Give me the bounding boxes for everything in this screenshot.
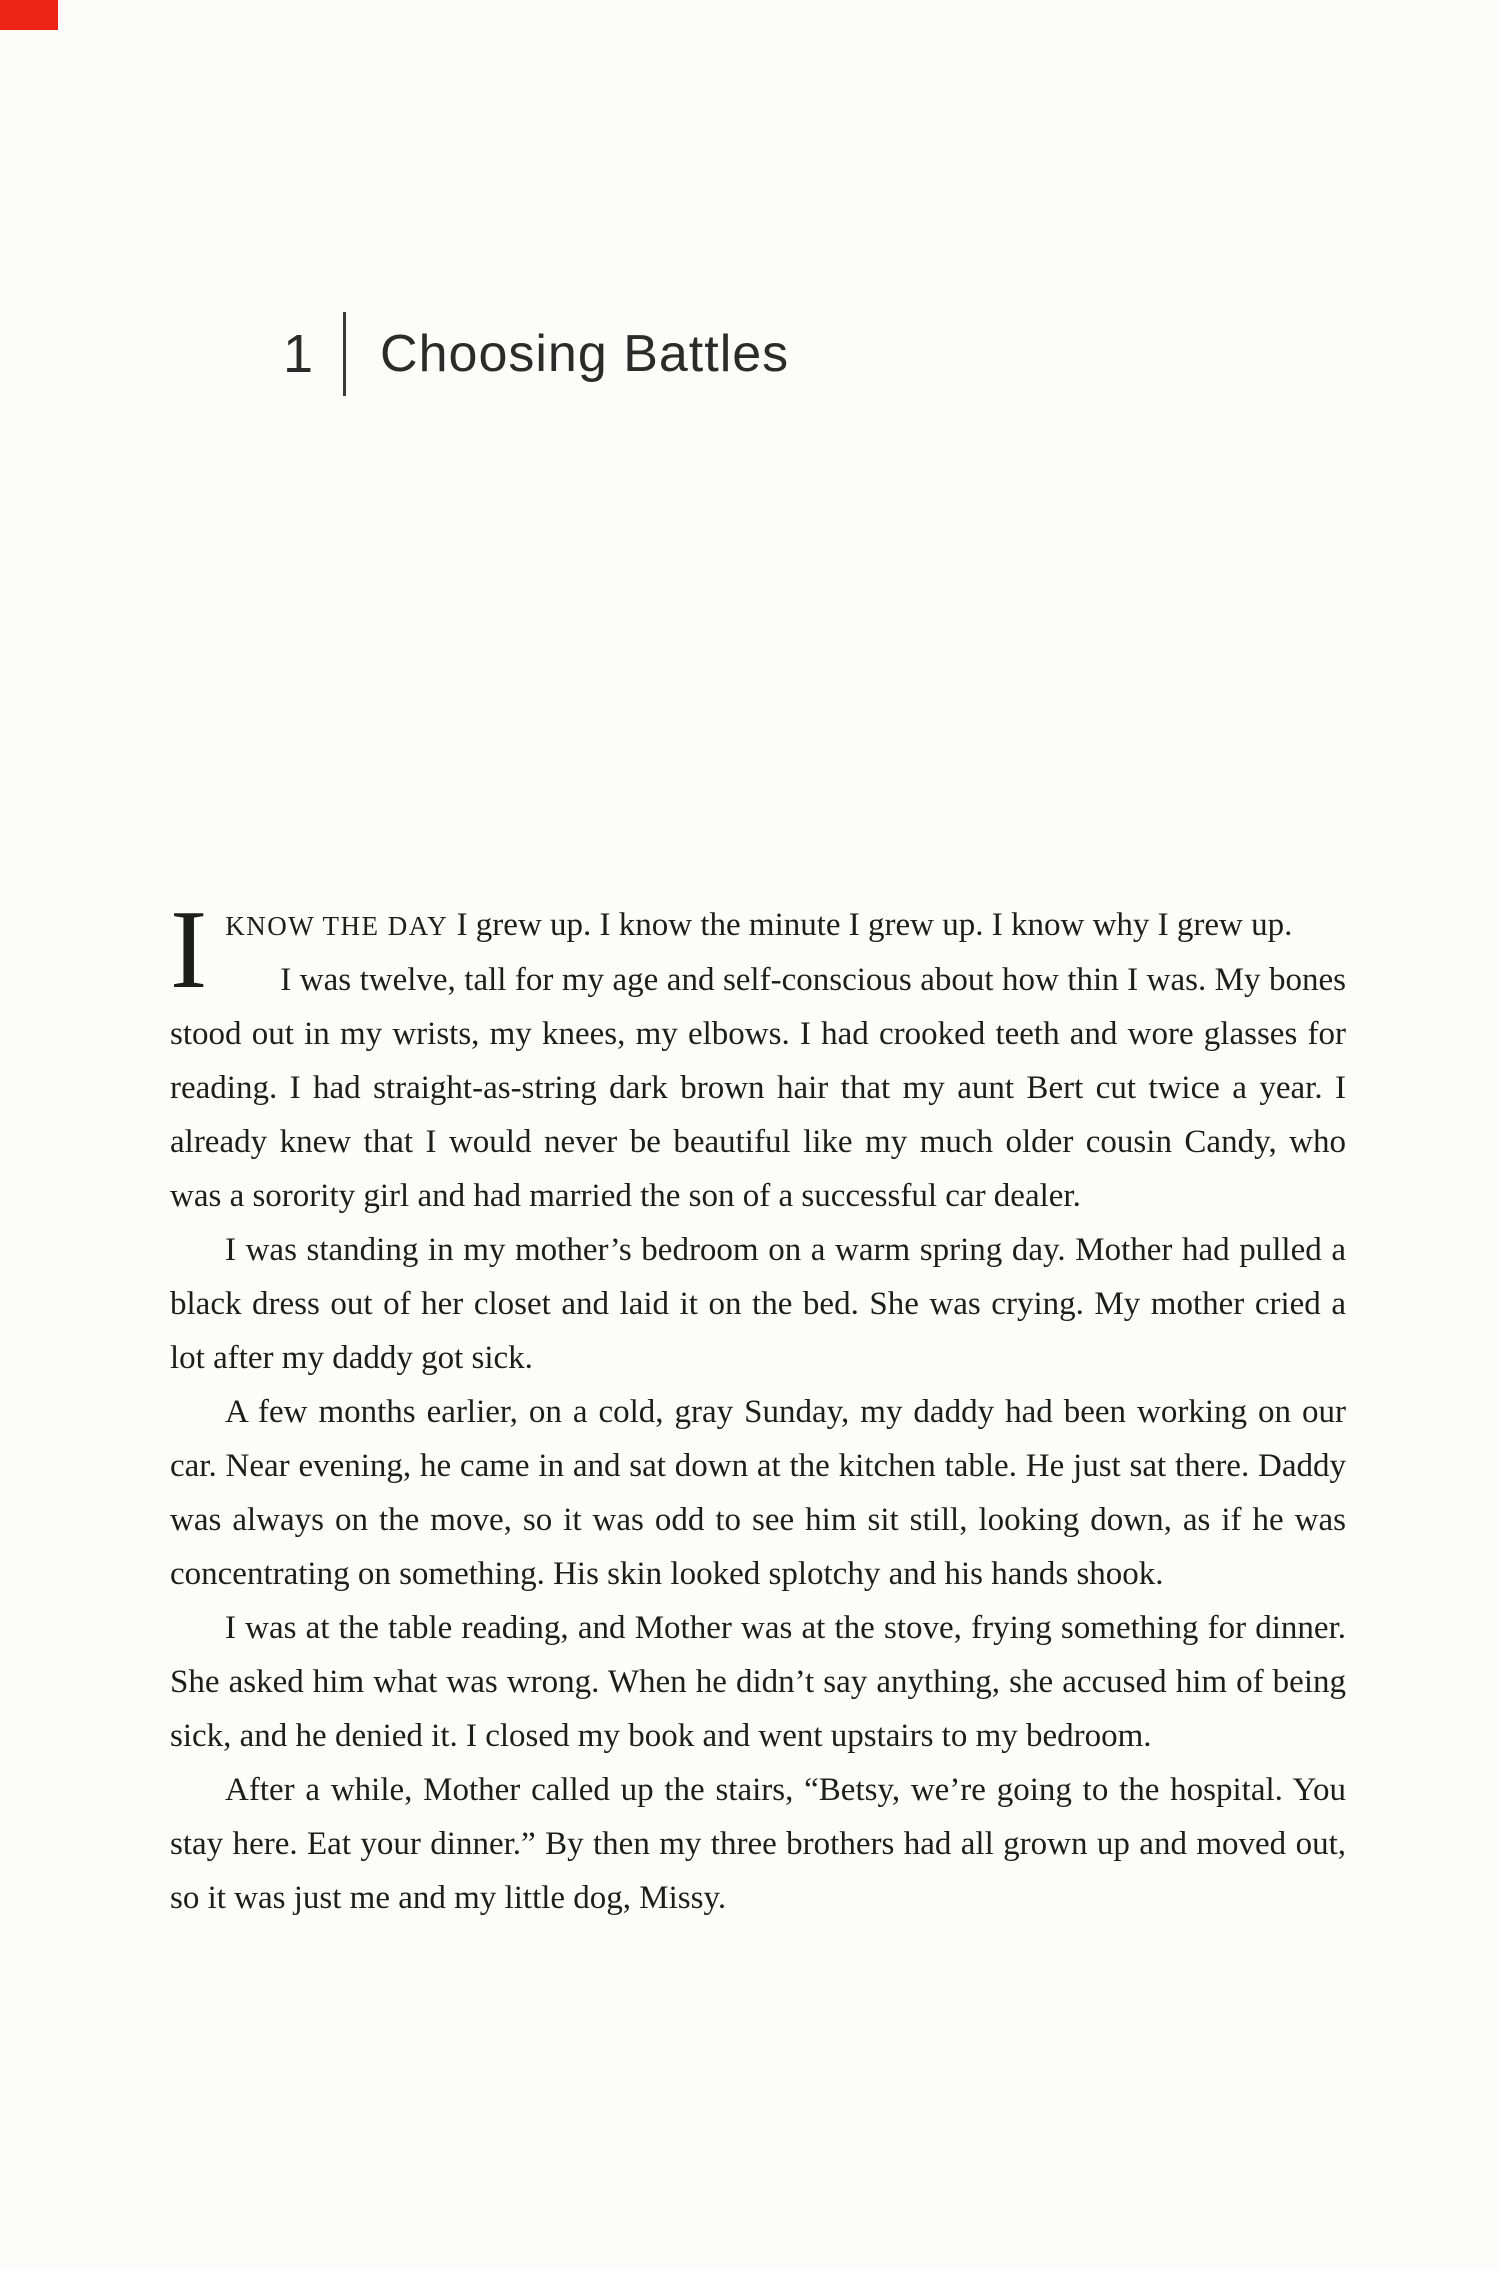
chapter-title: Choosing Battles — [380, 325, 790, 383]
paragraph: I was twelve, tall for my age and self-conscious about how thin I was. My bones stood out in my wrists, my knees, my elbows. I had crooked teeth and wore glasses for reading. I had straight-as-string dark brown hair that my aunt Bert cut twice a year. I already knew that I would never be beautiful like my much older cousin Candy, who was a sorority girl and had married the son of a successful car dealer. — [170, 962, 1346, 1214]
paragraph: A few months earlier, on a cold, gray Sunday, my daddy had been working on our car. Near evening, he came in and sat down at the kitchen table. He just sat there. Daddy was always on the move, so it was odd to see him sit still, looking down, as if he was concentrating on something. His skin looked splotchy and his hands shook. — [170, 1394, 1346, 1592]
chapter-divider-rule — [343, 312, 346, 396]
chapter-number: 1 — [283, 324, 314, 384]
paragraph: After a while, Mother called up the stairs, “Betsy, we’re going to the hospital. You stay here. Eat your dinner.” By then my three brothers had all grown up and moved out, so it was just me and my little dog, Missy. — [170, 1772, 1346, 1916]
paragraph: I was standing in my mother’s bedroom on a warm spring day. Mother had pulled a black dress out of her closet and laid it on the bed. She was crying. My mother cried a lot after my daddy got sick. — [170, 1232, 1346, 1376]
paragraph: I was at the table reading, and Mother was at the stove, frying something for dinner. She asked him what was wrong. When he didn’t say anything, she accused him of being sick, and he denied it. I closed my book and went upstairs to my bedroom. — [170, 1610, 1346, 1754]
smallcaps-lead: KNOW THE DAY — [225, 911, 449, 941]
dropcap-letter: I — [170, 888, 208, 1012]
opening-paragraph — [170, 888, 1346, 1012]
chapter-header — [283, 312, 789, 396]
red-corner-mark — [0, 0, 58, 30]
opening-paragraph-text: I grew up. I know the minute I grew up. I know why I grew up. — [448, 907, 1293, 943]
body-text — [170, 888, 1346, 1925]
